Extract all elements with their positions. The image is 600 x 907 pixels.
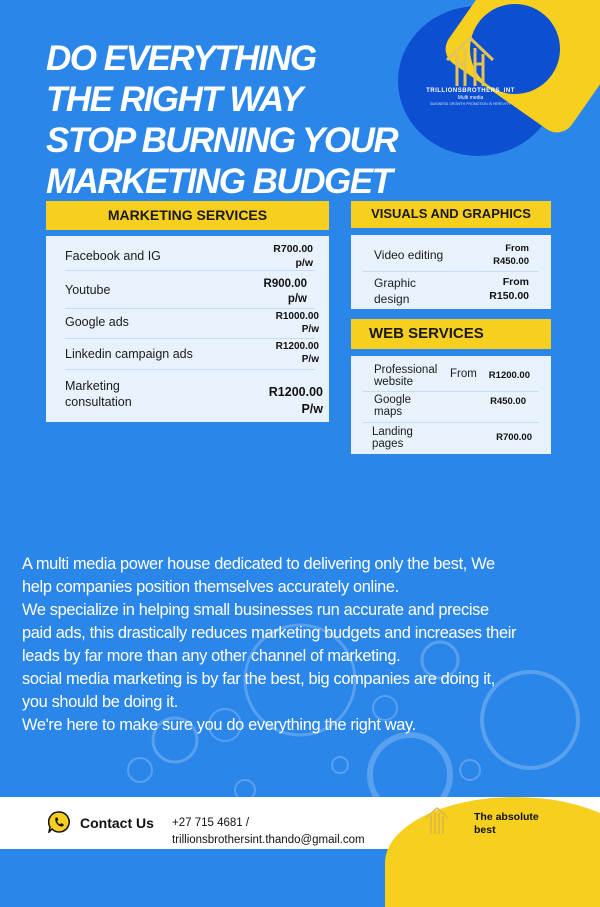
body-line: paid ads, this drastically reduces marketing budgets and increases their	[22, 624, 517, 642]
web-services-panel	[351, 356, 551, 454]
service-name: Facebook and IG	[65, 249, 161, 263]
service-price: R1200.00	[488, 370, 530, 381]
logo-emblem-icon	[441, 34, 499, 90]
marketing-services-title: MARKETING SERVICES	[107, 207, 268, 223]
service-price: R1200.00 P/w	[268, 385, 323, 416]
service-from-label: From	[450, 368, 477, 380]
logo-sub: Multi media	[457, 95, 484, 101]
service-name: Professional website	[374, 364, 438, 388]
service-price: From R450.00	[493, 243, 529, 267]
service-price: R1000.00 P/w	[275, 311, 319, 335]
footer-logo-emblem-icon	[424, 806, 450, 836]
row-divider	[65, 369, 315, 370]
service-name: Graphic design	[374, 276, 417, 306]
contact-phone: +27 715 4681 /	[172, 817, 250, 829]
headline-line: THE RIGHT WAY	[46, 80, 302, 119]
service-price: R900.00 p/w	[263, 278, 307, 305]
body-line: We specialize in helping small businesses run accurate and precise	[22, 601, 489, 619]
service-name: Landing pages	[372, 426, 413, 450]
headline	[46, 38, 397, 202]
service-price: R700.00 p/w	[273, 243, 313, 269]
service-name: Google ads	[65, 315, 129, 329]
headline-line: STOP BURNING YOUR	[46, 121, 398, 160]
service-name: Marketing consultation	[65, 379, 132, 409]
contact-details	[172, 815, 365, 849]
web-services-header	[351, 319, 551, 349]
service-name: Youtube	[65, 283, 111, 297]
logo-tagline: BUSINESS GROWTH PROMOTION IS HEREVITY	[430, 102, 511, 106]
marketing-services-panel	[46, 236, 329, 422]
visuals-graphics-header	[351, 201, 551, 228]
service-price: R700.00	[496, 432, 532, 443]
row-divider	[363, 422, 539, 423]
body-line: you should be doing it.	[22, 693, 178, 711]
row-divider	[363, 391, 539, 392]
marketing-services-header	[46, 201, 329, 230]
web-services-title: WEB SERVICES	[369, 325, 484, 342]
headline-line: MARKETING BUDGET	[46, 162, 392, 201]
service-price: From R150.00	[489, 276, 529, 302]
body-line: A multi media power house dedicated to delivering only the best, We	[22, 555, 495, 573]
visuals-graphics-title: VISUALS AND GRAPHICS	[371, 206, 531, 221]
body-line: We're here to make sure you do everything the right way.	[22, 716, 416, 734]
row-divider	[363, 271, 539, 272]
body-line: help companies position themselves accurately online.	[22, 578, 399, 596]
service-name: Linkedin campaign ads	[65, 347, 193, 361]
body-line: social media marketing is by far the best, big companies are doing it,	[22, 670, 495, 688]
contact-email: trillionsbrothersint.thando@gmail.com	[172, 834, 365, 846]
service-name: Google maps	[374, 394, 412, 418]
chat-phone-icon	[48, 811, 70, 833]
body-line: leads by far more than any other channel of marketing.	[22, 647, 401, 665]
row-divider	[65, 308, 315, 309]
visuals-graphics-panel	[351, 235, 551, 309]
headline-line: DO EVERYTHING	[46, 39, 316, 78]
contact-us-label: Contact Us	[80, 815, 154, 831]
row-divider	[65, 338, 315, 339]
logo-name: TRILLIONSBROTHERS_INT	[426, 88, 515, 94]
service-name: Video editing	[374, 248, 444, 262]
service-price: R1200.00 P/w	[275, 341, 319, 365]
row-divider	[65, 270, 315, 271]
footer-tagline: The absolute best	[474, 811, 539, 836]
body-description	[22, 553, 587, 737]
service-price: R450.00	[490, 396, 526, 407]
